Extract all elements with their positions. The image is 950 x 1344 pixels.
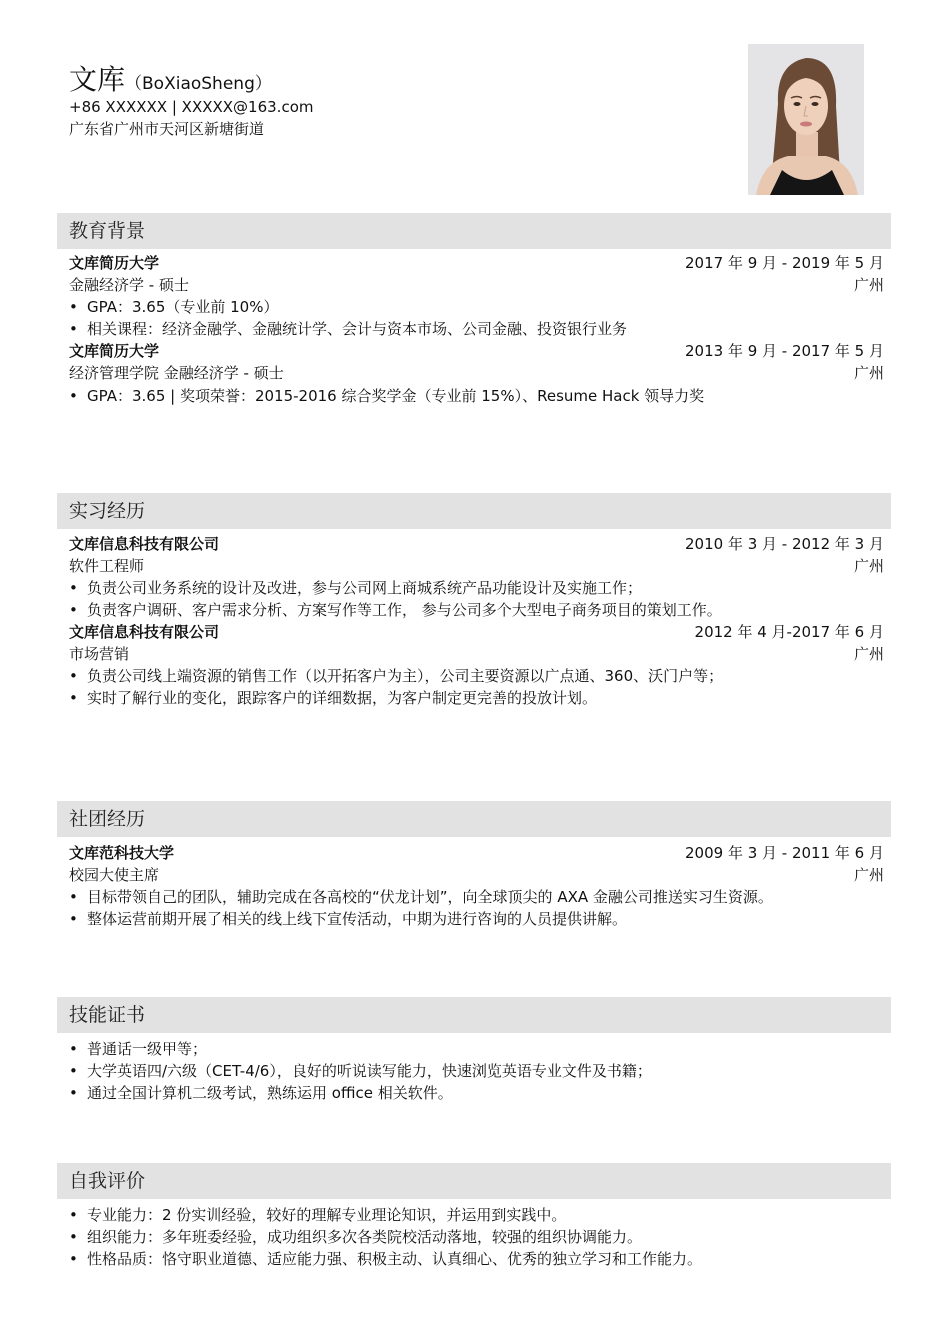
list-item: • GPA：3.65 | 奖项荣誉：2015-2016 综合奖学金（专业前 15%）、Resume Hack 领导力奖: [69, 387, 705, 405]
section-club: [57, 801, 891, 837]
bullet-icon: •: [69, 1228, 78, 1246]
section-self-evaluation: [57, 1163, 891, 1199]
section-skills: [57, 997, 891, 1033]
education-entry-sub: [69, 362, 884, 384]
bullet-icon: •: [69, 320, 78, 338]
list-item: • 通过全国计算机二级考试，熟练运用 office 相关软件。: [69, 1084, 453, 1102]
entry-date: 2013 年 9 月 - 2017 年 5 月: [685, 342, 884, 360]
section-title: 自我评价: [69, 1170, 146, 1192]
bullet-icon: •: [69, 1206, 78, 1224]
list-item: • 普通话一级甲等；: [69, 1040, 208, 1058]
list-item: • 实时了解行业的变化，跟踪客户的详细数据，为客户制定更完善的投放计划。: [69, 689, 598, 707]
bullet-icon: •: [69, 888, 78, 906]
list-item: • 目标带领自己的团队，辅助完成在各高校的“伏龙计划”，向全球顶尖的 AXA 金融公司推送实习生资源。: [69, 888, 773, 906]
entry-date: 2012 年 4 月-2017 年 6 月: [694, 623, 884, 641]
bullet-icon: •: [69, 689, 78, 707]
list-item: • 负责公司业务系统的设计及改进，参与公司网上商城系统产品功能设计及实施工作；: [69, 579, 643, 597]
list-item: • 整体运营前期开展了相关的线上线下宣传活动，中期为进行咨询的人员提供讲解。: [69, 910, 628, 928]
bullet-icon: •: [69, 1250, 78, 1268]
org-name: 文库范科技大学: [69, 844, 175, 862]
entry-location: 广州: [853, 645, 884, 663]
entry-location: 广州: [853, 557, 884, 575]
education-entry-header: [69, 340, 884, 362]
bullet-icon: •: [69, 667, 78, 685]
entry-date: 2009 年 3 月 - 2011 年 6 月: [685, 844, 884, 862]
bullet-icon: •: [69, 1062, 78, 1080]
section-education: [57, 213, 891, 249]
job-role: 软件工程师: [69, 557, 145, 575]
bullet-icon: •: [69, 601, 78, 619]
entry-date: 2010 年 3 月 - 2012 年 3 月: [685, 535, 884, 553]
club-entry-sub: [69, 864, 884, 886]
major: 经济管理学院 金融经济学 - 硕士: [69, 364, 284, 382]
internship-entry-sub: [69, 555, 884, 577]
section-internship: [57, 493, 891, 529]
bullet-icon: •: [69, 1084, 78, 1102]
list-item: • 相关课程：经济金融学、金融统计学、会计与资本市场、公司金融、投资银行业务: [69, 320, 628, 338]
list-item: • 负责客户调研、客户需求分析、方案写作等工作， 参与公司多个大型电子商务项目的策划工作。: [69, 601, 722, 619]
list-item: • 专业能力：2 份实训经验，较好的理解专业理论知识，并运用到实践中。: [69, 1206, 567, 1224]
section-title: 实习经历: [69, 500, 146, 522]
list-item: • GPA：3.65（专业前 10%）: [69, 298, 279, 316]
bullet-icon: •: [69, 579, 78, 597]
name-chinese: 文库: [69, 63, 126, 96]
entry-date: 2017 年 9 月 - 2019 年 5 月: [685, 254, 884, 272]
club-role: 校园大使主席: [69, 866, 160, 884]
list-item: • 负责公司线上端资源的销售工作（以开拓客户为主），公司主要资源以广点通、360、沃门户等；: [69, 667, 724, 685]
internship-entry-sub: [69, 643, 884, 665]
bullet-icon: •: [69, 1040, 78, 1058]
entry-location: 广州: [853, 866, 884, 884]
profile-photo: [748, 44, 864, 195]
list-item: • 性格品质：恪守职业道德、适应能力强、积极主动、认真细心、优秀的独立学习和工作能力。: [69, 1250, 703, 1268]
internship-entry-header: [69, 621, 884, 643]
bullet-icon: •: [69, 910, 78, 928]
education-entry-header: [69, 252, 884, 274]
school-name: 文库简历大学: [69, 254, 160, 272]
bullet-icon: •: [69, 298, 78, 316]
company-name: 文库信息科技有限公司: [69, 623, 220, 641]
contact-info: +86 XXXXXX | XXXXX@163.com: [69, 98, 314, 116]
major: 金融经济学 - 硕士: [69, 276, 189, 294]
list-item: • 大学英语四/六级（CET-4/6），良好的听说读写能力，快速浏览英语专业文件及书籍；: [69, 1062, 652, 1080]
education-entry-sub: [69, 274, 884, 296]
name-english: （BoXiaoSheng）: [125, 74, 272, 94]
entry-location: 广州: [853, 364, 884, 382]
school-name: 文库简历大学: [69, 342, 160, 360]
club-entry-header: [69, 842, 884, 864]
address: 广东省广州市天河区新塘街道: [69, 120, 265, 138]
section-title: 教育背景: [69, 220, 146, 242]
entry-location: 广州: [853, 276, 884, 294]
resume-name: [69, 64, 272, 100]
internship-entry-header: [69, 533, 884, 555]
bullet-icon: •: [69, 387, 78, 405]
list-item: • 组织能力：多年班委经验，成功组织多次各类院校活动落地，较强的组织协调能力。: [69, 1228, 643, 1246]
section-title: 技能证书: [69, 1004, 146, 1026]
company-name: 文库信息科技有限公司: [69, 535, 220, 553]
section-title: 社团经历: [69, 808, 146, 830]
job-role: 市场营销: [69, 645, 130, 663]
